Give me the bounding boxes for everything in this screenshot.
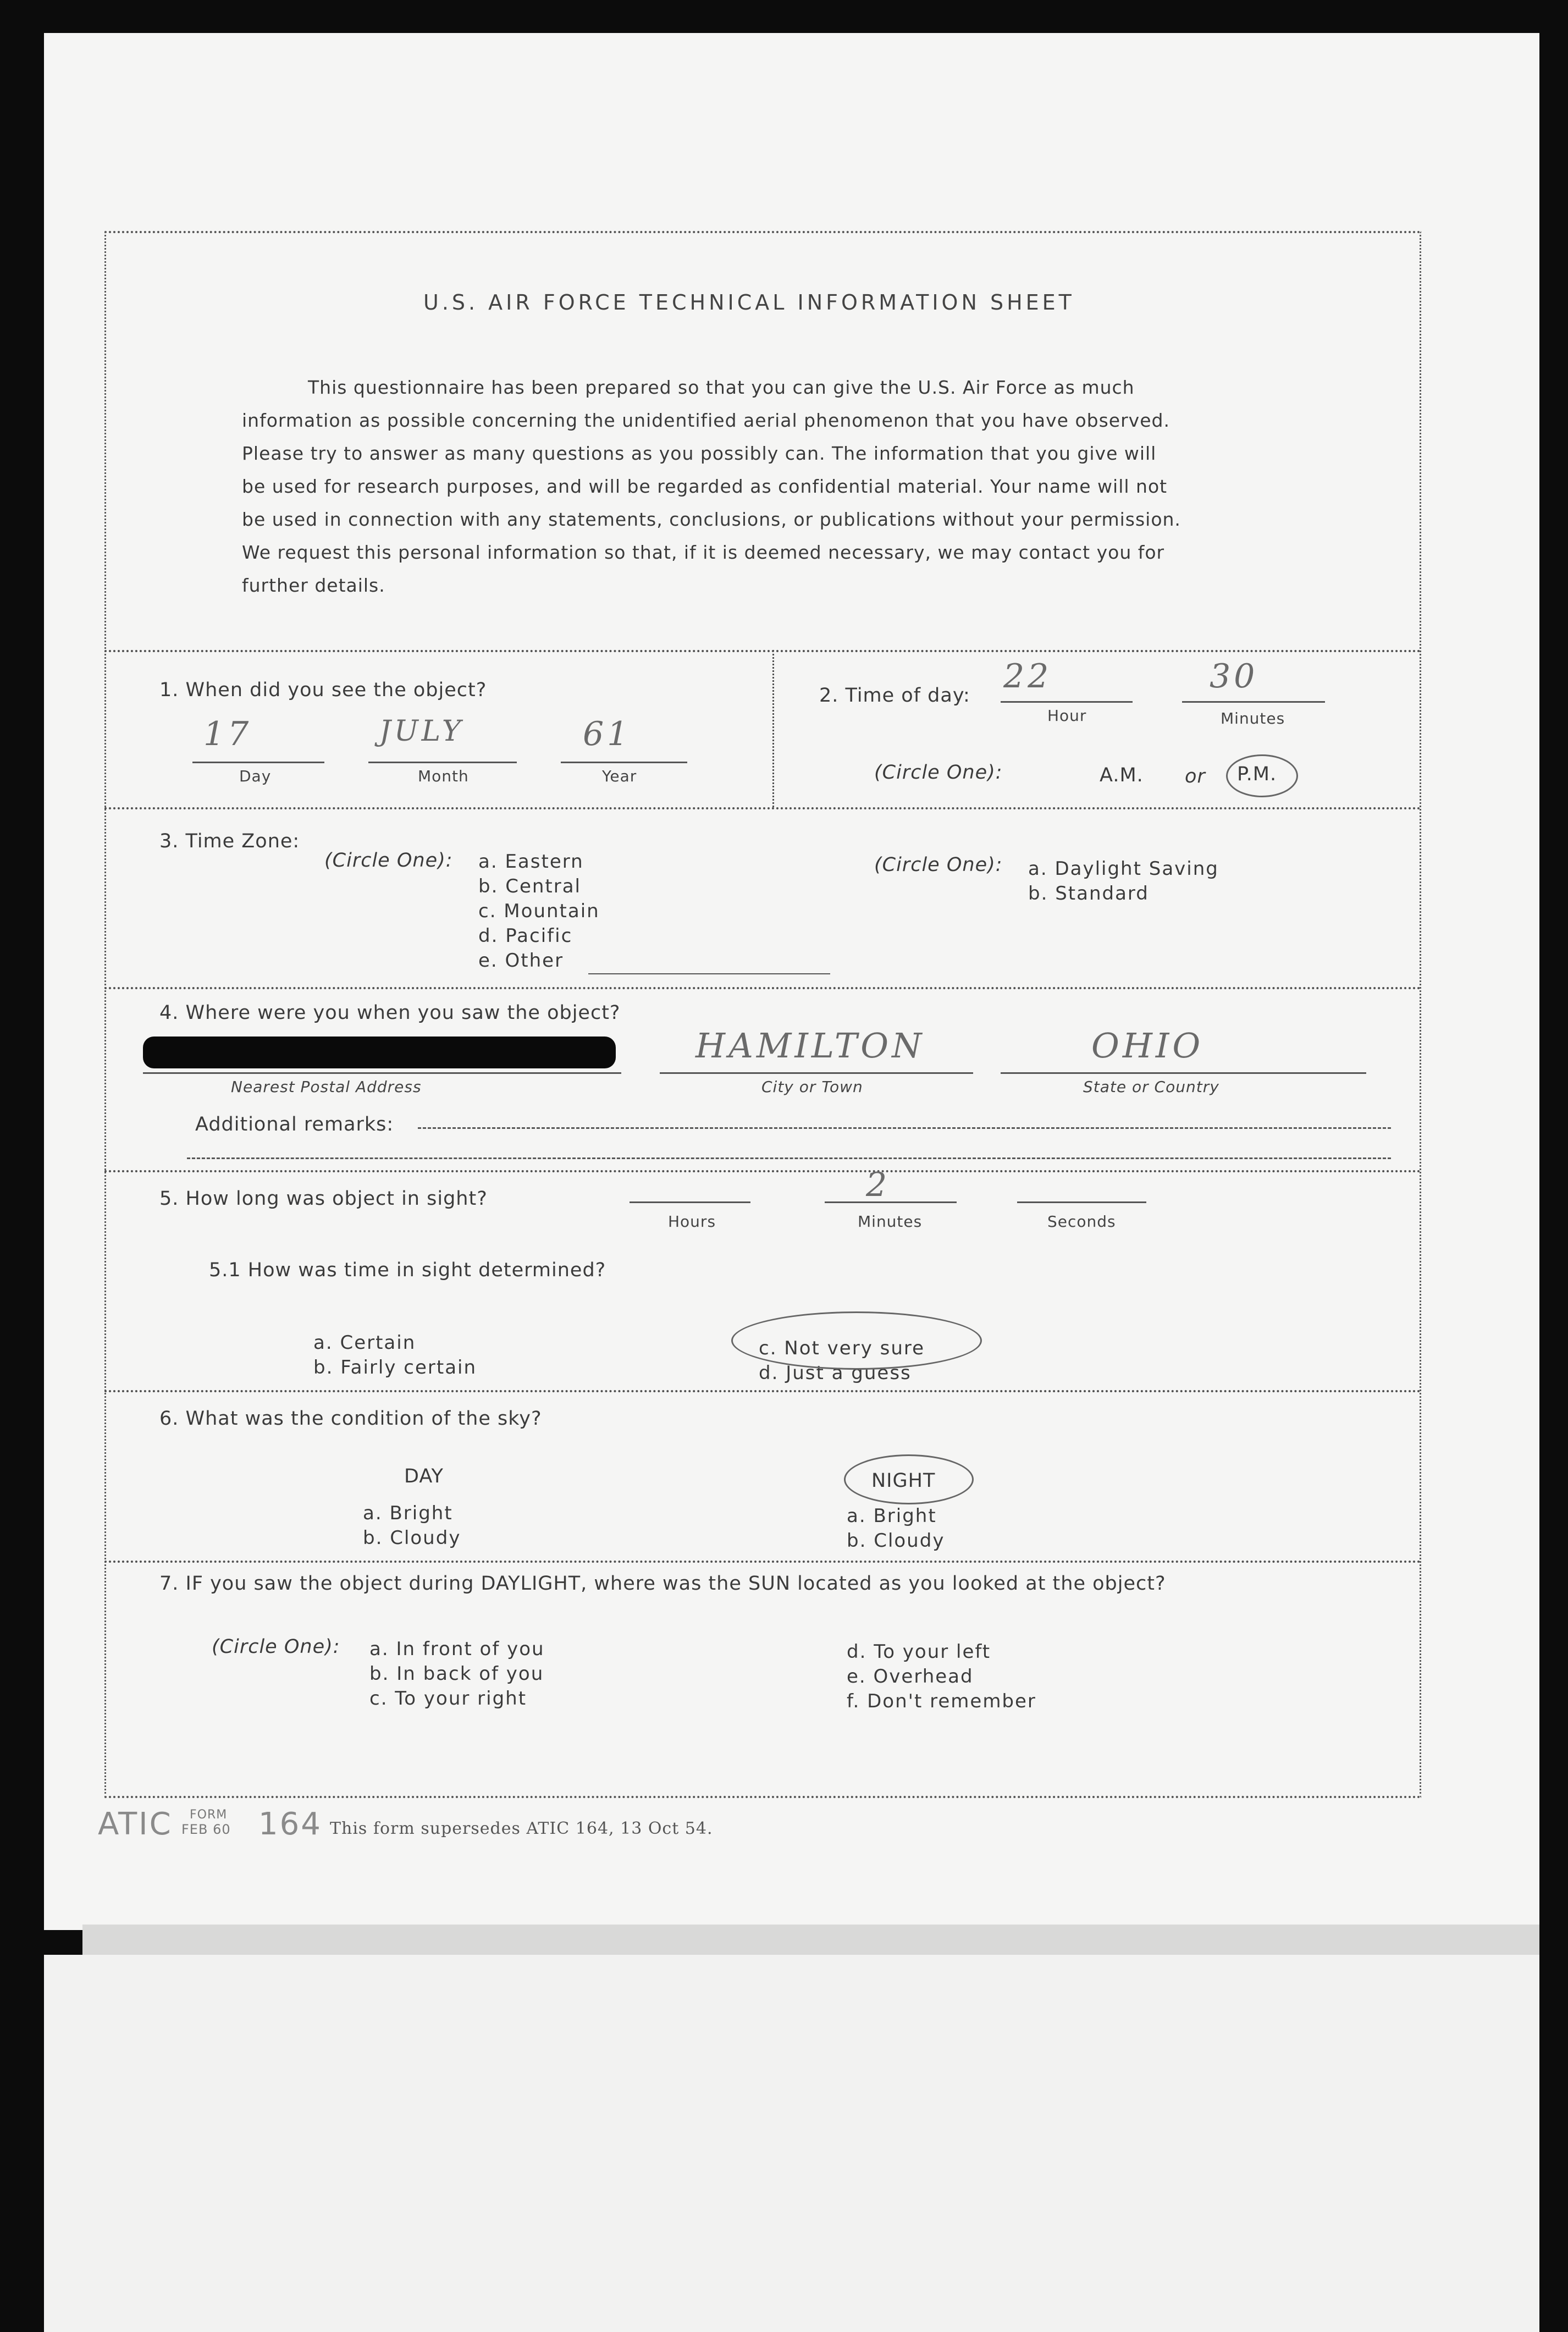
q4-state-line [1001, 1072, 1366, 1074]
q6-question: 6. What was the condition of the sky? [159, 1408, 542, 1430]
q4-postal-line [143, 1072, 621, 1074]
q3-option-pacific[interactable]: d. Pacific [478, 925, 573, 947]
scan-background [44, 1955, 1539, 2332]
q5-question: 5. How long was object in sight? [159, 1188, 488, 1210]
q5-sub-question: 5.1 How was time in sight determined? [209, 1259, 606, 1281]
q5-not-very-sure-circle-mark [731, 1311, 982, 1370]
intro-line-1: This questionnaire has been prepared so that you can give the U.S. Air Force as much [308, 377, 1135, 398]
q3-option-daylight-saving[interactable]: a. Daylight Saving [1028, 858, 1219, 880]
q5-option-not-very-sure[interactable]: c. Not very sure [759, 1337, 925, 1359]
q5-seconds-line [1017, 1201, 1146, 1203]
q2-hour-value: 22 [1003, 657, 1052, 696]
q7-option-in-back[interactable]: b. In back of you [369, 1663, 544, 1685]
q1-day-value: 17 [203, 715, 252, 753]
q3-option-other[interactable]: e. Other [478, 950, 564, 972]
intro-line-6: We request this personal information so that, if it is deemed necessary, we may contact you for [242, 542, 1165, 563]
q1-month-value: JULY [379, 715, 465, 748]
q1-month-line [368, 762, 517, 763]
q6-day-option-cloudy[interactable]: b. Cloudy [363, 1527, 461, 1549]
q7-question: 7. IF you saw the object during DAYLIGHT, where was the SUN located as you looked at the object? [159, 1573, 1166, 1595]
redacted-postal-address [143, 1037, 616, 1068]
q1-day-label: Day [239, 767, 272, 785]
q6-day-heading: DAY [404, 1465, 444, 1487]
section-divider-q4 [104, 1170, 1421, 1172]
q7-option-overhead[interactable]: e. Overhead [847, 1666, 974, 1688]
q1-year-label: Year [602, 767, 637, 785]
q7-option-to-right[interactable]: c. To your right [369, 1688, 527, 1710]
q7-option-dont-remember[interactable]: f. Don't remember [847, 1690, 1036, 1712]
q4-city-value: HAMILTON [695, 1026, 925, 1066]
q4-postal-label: Nearest Postal Address [231, 1078, 422, 1096]
q5-minutes-line [825, 1201, 957, 1203]
q2-hour-line [1001, 701, 1133, 703]
q2-am-option[interactable]: A.M. [1100, 764, 1144, 786]
q6-night-heading[interactable]: NIGHT [871, 1470, 936, 1492]
q3-option-mountain[interactable]: c. Mountain [478, 900, 600, 922]
q2-hour-label: Hour [1047, 707, 1087, 725]
q4-city-label: City or Town [761, 1078, 863, 1096]
intro-line-2: information as possible concerning the unidentified aerial phenomenon that you have observed. [242, 410, 1170, 431]
q5-hours-line [630, 1201, 750, 1203]
q2-pm-option[interactable]: P.M. [1237, 763, 1277, 785]
q5-hours-label: Hours [668, 1212, 716, 1231]
q2-pm-circle-mark [1226, 754, 1298, 797]
q6-night-circle-mark [844, 1454, 974, 1504]
q1-q2-divider [772, 650, 774, 807]
sheet-shadow [82, 1925, 1539, 1955]
footer-atic: ATIC [98, 1806, 173, 1842]
q3-circle-one-2: (Circle One): [874, 854, 1003, 876]
q1-year-value: 61 [583, 715, 632, 753]
q5-option-certain[interactable]: a. Certain [313, 1332, 416, 1354]
intro-line-7: further details. [242, 575, 385, 596]
q5-seconds-label: Seconds [1047, 1212, 1116, 1231]
section-divider-q5 [104, 1390, 1421, 1392]
section-divider-intro [104, 650, 1421, 652]
footer-supersedes-note: This form supersedes ATIC 164, 13 Oct 54. [330, 1819, 713, 1838]
section-divider-q2 [104, 807, 1421, 809]
q2-circle-one: (Circle One): [874, 762, 1003, 784]
q6-night-option-bright[interactable]: a. Bright [847, 1505, 937, 1527]
q5-minutes-value: 2 [866, 1166, 891, 1204]
q3-option-eastern[interactable]: a. Eastern [478, 851, 584, 873]
intro-line-3: Please try to answer as many questions as you possibly can. The information that you give will [242, 443, 1157, 464]
q6-day-option-bright[interactable]: a. Bright [363, 1502, 453, 1524]
intro-line-4: be used for research purposes, and will be regarded as confidential material. Your name will not [242, 476, 1168, 497]
intro-line-5: be used in connection with any statements, conclusions, or publications without your permission. [242, 509, 1181, 530]
q7-circle-one: (Circle One): [212, 1636, 340, 1658]
q1-question: 1. When did you see the object? [159, 679, 487, 701]
q4-remarks-label: Additional remarks: [195, 1113, 394, 1135]
q7-option-to-left[interactable]: d. To your left [847, 1641, 991, 1663]
q2-minutes-value: 30 [1210, 657, 1258, 696]
q1-day-line [192, 762, 324, 763]
footer-form-date: FEB 60 [181, 1822, 231, 1837]
q4-state-label: State or Country [1083, 1078, 1219, 1096]
q6-night-option-cloudy[interactable]: b. Cloudy [847, 1530, 945, 1552]
q3-option-central[interactable]: b. Central [478, 875, 581, 897]
q2-question: 2. Time of day: [819, 685, 970, 707]
q1-year-line [561, 762, 687, 763]
q5-option-fairly-certain[interactable]: b. Fairly certain [313, 1357, 477, 1379]
section-divider-q6 [104, 1561, 1421, 1563]
q4-state-value: OHIO [1091, 1026, 1204, 1066]
footer-form-number: 164 [258, 1806, 322, 1842]
q2-or: or [1185, 765, 1206, 787]
form-title: U.S. AIR FORCE TECHNICAL INFORMATION SHEET [423, 290, 1075, 315]
q4-question: 4. Where were you when you saw the object? [159, 1002, 621, 1024]
q5-minutes-label: Minutes [858, 1212, 923, 1231]
q5-option-just-a-guess[interactable]: d. Just a guess [759, 1362, 912, 1384]
q2-minutes-line [1182, 701, 1325, 703]
q1-month-label: Month [418, 767, 469, 785]
q4-remarks-line-1[interactable] [418, 1127, 1391, 1129]
q7-option-in-front[interactable]: a. In front of you [369, 1638, 545, 1660]
q3-option-standard[interactable]: b. Standard [1028, 883, 1149, 905]
q3-question: 3. Time Zone: [159, 830, 300, 852]
q3-circle-one: (Circle One): [324, 850, 453, 872]
q4-remarks-line-2[interactable] [187, 1157, 1391, 1159]
section-divider-q3 [104, 987, 1421, 989]
footer-form-word: FORM [190, 1808, 228, 1822]
q4-city-line [660, 1072, 973, 1074]
q2-minutes-label: Minutes [1221, 709, 1285, 727]
q3-other-line [588, 973, 830, 974]
